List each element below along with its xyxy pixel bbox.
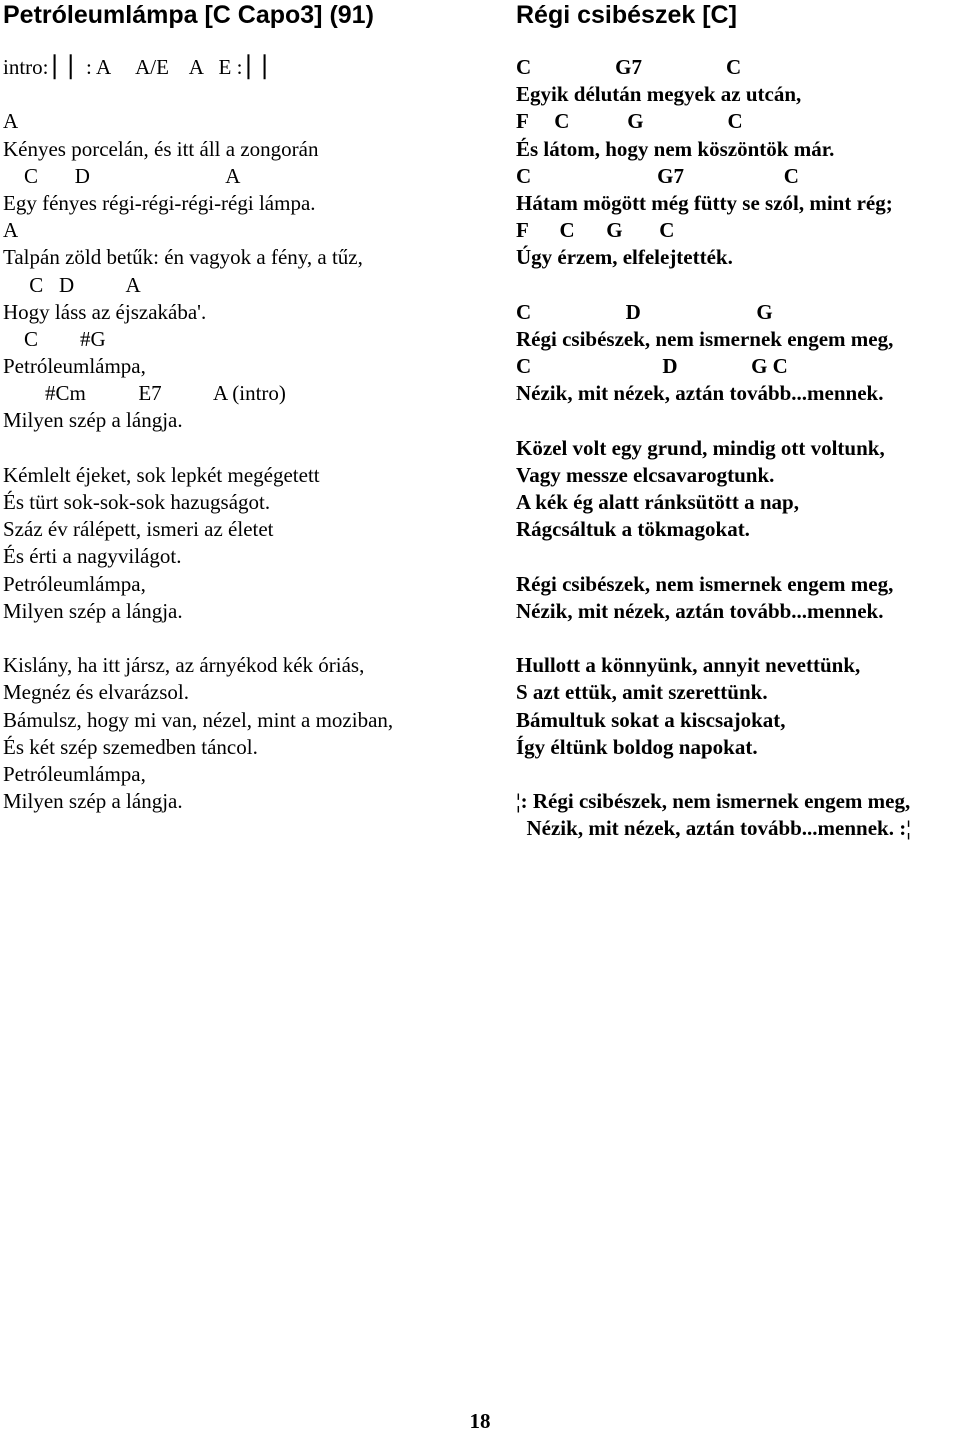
chord-line: C D A bbox=[3, 163, 241, 188]
left-song-lines bbox=[3, 54, 503, 815]
lyric-line: Úgy érzem, elfelejtették. bbox=[516, 245, 733, 270]
blank-line bbox=[3, 81, 503, 108]
lyric-line: Nézik, mit nézek, aztán tovább...mennek. bbox=[516, 381, 884, 406]
lyric-line: Kémlelt éjeket, sok lepkét megégetett bbox=[3, 462, 320, 487]
lyric-line: Milyen szép a lángja. bbox=[3, 598, 183, 623]
lyric-line: És látom, hogy nem köszöntök már. bbox=[516, 136, 835, 161]
lyric-line: És érti a nagyvilágot. bbox=[3, 544, 182, 569]
lyric-line: Száz év rálépett, ismeri az életet bbox=[3, 517, 274, 542]
lyric-line: Bámulsz, hogy mi van, nézel, mint a moziban, bbox=[3, 707, 394, 732]
lyric-line: Talpán zöld betűk: én vagyok a fény, a tűz, bbox=[3, 245, 363, 270]
blank-line bbox=[3, 435, 503, 462]
lyric-line: Egy fényes régi-régi-régi-régi lámpa. bbox=[3, 190, 316, 215]
lyric-line: Így éltünk boldog napokat. bbox=[516, 734, 758, 759]
title-spacer bbox=[3, 30, 503, 54]
blank-line bbox=[516, 407, 960, 434]
lyric-line: Vagy messze elcsavarogtunk. bbox=[516, 462, 775, 487]
right-song-title: Régi csibészek [C] bbox=[516, 1, 737, 29]
blank-line bbox=[516, 625, 960, 652]
lyric-line: Hátam mögött még fütty se szól, mint rég; bbox=[516, 190, 893, 215]
lyric-line: Kislány, ha itt jársz, az árnyékod kék óriás, bbox=[3, 653, 365, 678]
lyric-line: F C G C bbox=[516, 218, 675, 243]
lyric-line: Hullott a könnyünk, annyit nevettünk, bbox=[516, 653, 861, 678]
lyric-line: Petróleumlámpa, bbox=[3, 571, 146, 596]
lyric-line: ¦: Régi csibészek, nem ismernek engem meg, bbox=[516, 789, 911, 814]
lyric-line: És türt sok-sok-sok hazugságot. bbox=[3, 490, 271, 514]
lyric-line: Petróleumlámpa, bbox=[3, 761, 146, 786]
lyric-line: A kék ég alatt ránksütött a nap, bbox=[516, 490, 799, 514]
lyric-line: És két szép szemedben táncol. bbox=[3, 734, 258, 759]
lyric-line: Nézik, mit nézek, aztán tovább...mennek. bbox=[516, 598, 884, 623]
chord-line: A bbox=[3, 218, 19, 243]
blank-line bbox=[516, 543, 960, 570]
lyric-line: Megnéz és elvarázsol. bbox=[3, 680, 189, 705]
lyric-line: C D G C bbox=[516, 354, 788, 379]
chord-line: #Cm E7 A (intro) bbox=[3, 381, 286, 406]
lyric-line: Nézik, mit nézek, aztán tovább...mennek. :¦ bbox=[516, 816, 911, 841]
lyric-line: C G7 C bbox=[516, 163, 799, 188]
left-song-title: Petróleumlámpa [C Capo3] (91) bbox=[3, 1, 374, 29]
lyric-line: S azt ettük, amit szerettünk. bbox=[516, 680, 768, 705]
chord-line: C #G bbox=[3, 326, 106, 351]
right-song-column bbox=[516, 0, 960, 842]
blank-line bbox=[516, 272, 960, 299]
lyric-line: Petróleumlámpa, bbox=[3, 354, 146, 379]
lyric-line: Kényes porcelán, és itt áll a zongorán bbox=[3, 136, 319, 161]
chord-line: A bbox=[3, 109, 19, 134]
lyric-line: Rágcsáltuk a tökmagokat. bbox=[516, 517, 750, 542]
lyric-line: Milyen szép a lángja. bbox=[3, 789, 183, 814]
lyric-line: C G7 C bbox=[516, 55, 742, 79]
lyric-line: Egyik délután megyek az utcán, bbox=[516, 82, 802, 107]
lyric-line: C D G bbox=[516, 299, 773, 324]
lyric-line: F C G C bbox=[516, 109, 743, 134]
lyric-line: Hogy láss az éjszakába'. bbox=[3, 299, 207, 324]
right-song-lines bbox=[516, 54, 960, 842]
left-song-column bbox=[3, 0, 503, 815]
chord-line: C D A bbox=[3, 272, 141, 297]
lyric-line: Milyen szép a lángja. bbox=[3, 408, 183, 433]
lyric-line: Régi csibészek, nem ismernek engem meg, bbox=[516, 326, 894, 351]
lyric-line: Bámultuk sokat a kiscsajokat, bbox=[516, 707, 786, 732]
blank-line bbox=[516, 761, 960, 788]
chord-line: intro: ▏▏: A A/E A E : ▏▏ bbox=[3, 55, 280, 79]
title-spacer bbox=[516, 30, 960, 54]
blank-line bbox=[3, 625, 503, 652]
lyric-line: Közel volt egy grund, mindig ott voltunk, bbox=[516, 435, 885, 460]
page-number: 18 bbox=[469, 1409, 491, 1433]
lyric-line: Régi csibészek, nem ismernek engem meg, bbox=[516, 571, 894, 596]
